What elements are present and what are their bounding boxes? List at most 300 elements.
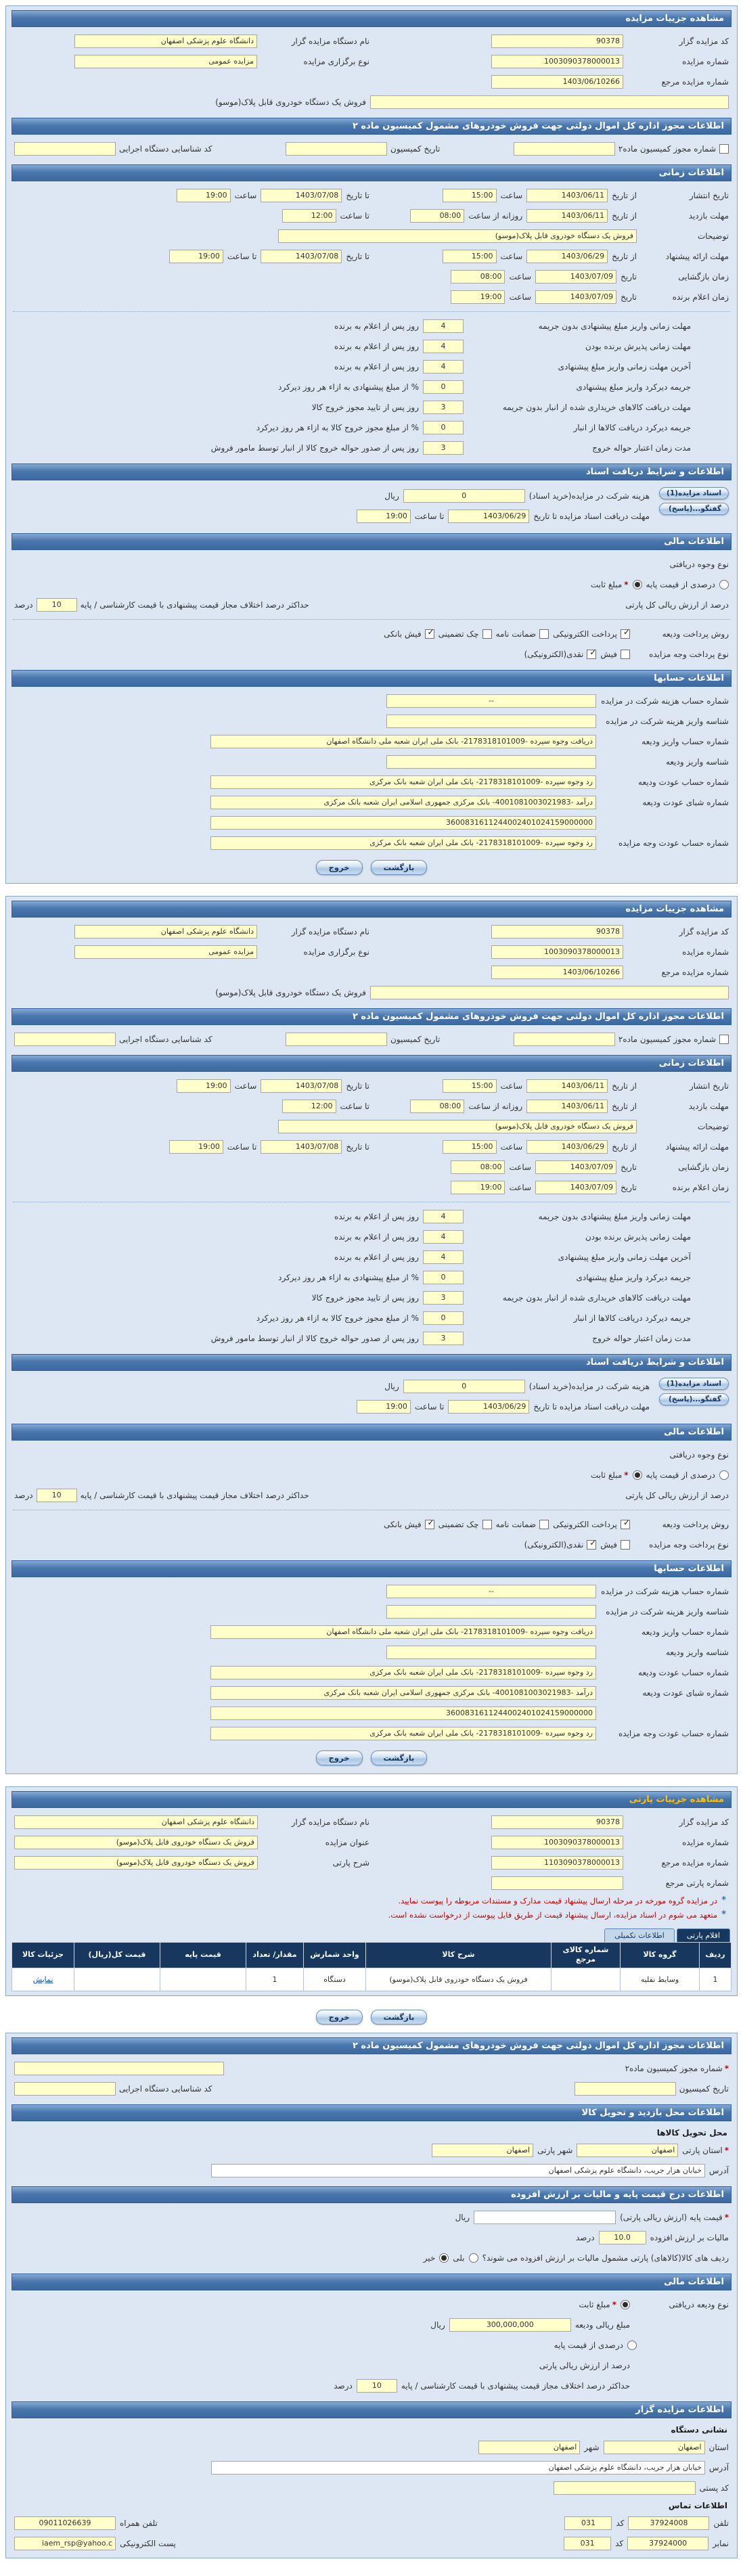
auction-view-header: مشاهده جزییات مزایده — [12, 10, 731, 27]
deposit-type-label: نوع ودیعه دریافتی — [669, 2299, 729, 2309]
percent-of-party-value-label: درصد از ارزش ریالی پارتی — [539, 2360, 630, 2370]
city-label: شهر — [584, 2442, 600, 2452]
auction-title-label: عنوان مزایده — [325, 1838, 369, 1847]
account-row-field[interactable]: -- — [386, 694, 596, 708]
cell-ref-goods-number — [551, 1968, 621, 1991]
auction-ref-label: شماره مزایده مرجع — [661, 77, 729, 87]
max-diff-label: حداکثر درصد اختلاف مجاز قیمت پیشنهادی با قیمت کارشناسی / پایه — [80, 600, 309, 610]
area-code-label: کد — [616, 2518, 625, 2528]
permit-date-field[interactable] — [286, 1033, 387, 1046]
hour-label: ساعت — [500, 191, 523, 200]
max-diff-field[interactable]: 10 — [37, 598, 77, 612]
mobile-field[interactable]: 09011026639 — [14, 2516, 116, 2530]
rial-label: ریال — [384, 1382, 399, 1391]
docs-deadline-label: مهلت دریافت اسناد مزایده تا تاریخ — [533, 1402, 650, 1411]
deadline-value-field[interactable]: 3 — [423, 1291, 464, 1305]
fixed-amount-radio[interactable] — [633, 1470, 642, 1480]
cash-electronic-label: نقدی(الکترونیکی) — [524, 1540, 584, 1550]
cell-base-price — [160, 1968, 246, 1991]
winner-time-field[interactable]: 19:00 — [451, 290, 505, 304]
hour-label: ساعت — [509, 1162, 532, 1172]
percent-of-base-radio[interactable] — [719, 580, 729, 589]
tab-additional-info[interactable]: اطلاعات تکمیلی — [604, 1928, 675, 1942]
max-diff-field[interactable]: 10 — [357, 2379, 397, 2393]
auction-details-panel — [5, 896, 738, 1774]
auction-ref-field[interactable]: 1403/06/10266 — [491, 75, 623, 89]
electronic-payment-checkbox[interactable] — [621, 629, 630, 639]
deadline-value-field[interactable]: 4 — [423, 319, 464, 333]
max-diff-label: حداکثر درصد اختلاف مجاز قیمت پیشنهادی با قیمت کارشناسی / پایه — [80, 1491, 309, 1500]
exit-button[interactable]: خروج — [316, 2010, 363, 2025]
bank-receipt-checkbox[interactable] — [425, 1520, 434, 1529]
account-row-field[interactable]: رد وجوه سپرده -2178318101009- بانک ملی ایران شعبه بانک مرکزی — [210, 1666, 596, 1679]
offer-from-time-field[interactable]: 15:00 — [443, 1140, 497, 1154]
deadline-label: جریمه دیرکرد دریافت کالاها از انبار — [573, 1313, 691, 1323]
col-total-price: قیمت کل(ریال) — [74, 1943, 160, 1968]
deadline-value-field[interactable]: 4 — [423, 1210, 464, 1223]
fixed-amount-radio[interactable] — [633, 580, 642, 589]
payment-type-label: نوع پرداخت وجه مزایده — [649, 650, 729, 659]
auction-type-field[interactable]: مزایده عمومی — [74, 55, 257, 68]
visit-from-date-field[interactable]: 1403/06/11 — [526, 209, 608, 223]
vat-field[interactable]: 10.0 — [599, 2231, 646, 2244]
opening-time-field[interactable]: 08:00 — [451, 270, 505, 284]
opening-time-field[interactable]: 08:00 — [451, 1160, 505, 1174]
auction-docs-button[interactable]: اسناد مزایده(1) — [659, 1378, 729, 1390]
deadline-value-field[interactable]: 0 — [423, 380, 464, 394]
org-address-field[interactable]: خیابان هزار جریب، دانشگاه علوم پزشکی اصفهان — [211, 2461, 705, 2475]
col-row-number: ردیف — [700, 1943, 731, 1968]
offer-from-date-field[interactable]: 1403/06/29 — [526, 250, 608, 263]
base-price-field[interactable] — [474, 2211, 616, 2224]
tab-party-items[interactable]: اقلام پارتی — [677, 1928, 730, 1942]
bank-receipt-label: فیش بانکی — [384, 1520, 422, 1529]
funds-type-label: نوع وجوه دریافتی — [669, 560, 729, 569]
docs-deadline-date-field[interactable]: 1403/06/29 — [448, 510, 529, 523]
party-province-field[interactable]: اصفهان — [577, 2144, 678, 2157]
col-goods-details: جزئیات کالا — [12, 1943, 74, 1968]
docs-deadline-date-field[interactable]: 1403/06/29 — [448, 1400, 529, 1414]
party-view-header: مشاهده جزییات پارتی — [12, 1791, 731, 1808]
accounts-header: اطلاعات حسابها — [12, 1560, 731, 1577]
date-label: تاریخ — [621, 292, 637, 302]
device-address-subtitle: نشانی دستگاه — [671, 2424, 727, 2435]
back-button[interactable]: بازگشت — [371, 1750, 428, 1765]
winner-time-field[interactable]: 19:00 — [451, 1181, 505, 1194]
asterisk-icon: * — [721, 1910, 726, 1920]
delivery-address-field[interactable]: خیابان هزار جریب، دانشگاه علوم پزشکی اصفهان — [211, 2164, 705, 2177]
docs-deadline-time-field[interactable]: 19:00 — [357, 510, 411, 523]
offer-to-date-field[interactable]: 1403/07/08 — [261, 250, 342, 263]
party-city-field[interactable]: اصفهان — [432, 2144, 533, 2157]
party-desc-field[interactable]: فروش یک دستگاه خودروی قابل پلاک(موسو) — [14, 1856, 258, 1870]
account-row-field[interactable] — [386, 715, 596, 728]
fish-payment-checkbox[interactable] — [621, 1540, 630, 1550]
deadline-value-field[interactable]: 4 — [423, 1230, 464, 1244]
auction-panel-instance-1 — [5, 5, 738, 884]
to-hour-label: تا ساعت — [340, 211, 369, 221]
max-diff-field[interactable]: 10 — [37, 1489, 77, 1502]
hour-label: ساعت — [234, 191, 257, 200]
permit-checkbox[interactable] — [719, 1035, 729, 1044]
account-row-field[interactable]: رد وجوه سپرده -2178318101009- بانک ملی ایران شعبه بانک مرکزی — [210, 1727, 596, 1740]
deadline-label: جریمه دیرکرد دریافت کالاها از انبار — [573, 423, 691, 432]
account-row-field[interactable]: دریافت وجوه سپرده -2178318101009- بانک ملی ایران شعبه ملی دانشگاه اصفهان — [210, 1625, 596, 1639]
deadline-label: مهلت دریافت کالاهای خریداری شده از انبار بدون جریمه — [502, 403, 691, 412]
cell-goods-description: فروش یک دستگاه خودروی قابل پلاک(موسو) — [366, 1968, 551, 1991]
col-goods-description: شرح کالا — [366, 1943, 551, 1968]
account-row-field[interactable]: درآمد -4001081003021983- بانک مرکزی جمهوری اسلامی ایران شعبه بانک مرکزی — [210, 796, 596, 809]
docs-deadline-time-field[interactable]: 19:00 — [357, 1400, 411, 1414]
notes-label: توضیحات — [697, 1122, 729, 1131]
deadline-suffix: روز پس از صدور حواله خروج کالا از انبار توسط مامور فروش — [210, 443, 419, 453]
publish-from-time-field[interactable]: 15:00 — [443, 1079, 497, 1093]
auction-code-label: کد مزایده گزار — [679, 1817, 729, 1827]
permit-no-field[interactable] — [514, 142, 615, 156]
deadline-label: مهلت زمانی واریز مبلغ پیشنهادی بدون جریمه — [538, 321, 691, 331]
from-date-label: از تاریخ — [612, 252, 637, 261]
docs-header: اطلاعات و شرایط دریافت اسناد — [12, 464, 731, 480]
opening-time-label: زمان بازگشایی — [678, 272, 729, 281]
agency-code-field[interactable] — [14, 2082, 116, 2096]
guarantee-letter-label: ضمانت نامه — [495, 1520, 537, 1529]
deadline-value-field[interactable]: 0 — [423, 1311, 464, 1325]
deadline-value-field[interactable]: 3 — [423, 401, 464, 414]
org-name-field[interactable]: دانشگاه علوم پزشکی اصفهان — [74, 35, 257, 48]
warning-text: در مزایده گروه مورخه در مرحله ارسال پیشنهاد قیمت مدارک و مستندات مربوطه را پیوست نمایید. — [398, 1895, 718, 1905]
visit-end-time-field[interactable]: 12:00 — [282, 209, 336, 223]
account-row-field[interactable] — [386, 755, 596, 769]
party-desc-label: شرح پارتی — [332, 1858, 369, 1868]
percent-word-label: درصد — [334, 2380, 353, 2391]
account-row-field[interactable] — [386, 1646, 596, 1659]
participation-fee-field[interactable]: 0 — [403, 489, 525, 503]
deadline-value-field[interactable]: 4 — [423, 340, 464, 353]
auction-number-label: شماره مزایده — [682, 947, 729, 957]
deadline-value-field[interactable]: 4 — [423, 1250, 464, 1264]
deadline-value-field[interactable]: 0 — [423, 421, 464, 434]
account-row-field[interactable]: رد وجوه سپرده -2178318101009- بانک ملی ایران شعبه بانک مرکزی — [210, 775, 596, 789]
org-name-label: نام دستگاه مزایده گزار — [291, 37, 369, 46]
party-items-table — [12, 1942, 731, 1991]
publish-from-time-field[interactable]: 15:00 — [443, 189, 497, 202]
chat-button[interactable]: گفتگو...(پاسخ) — [659, 1393, 729, 1405]
deposit-method-label: روش پرداخت ودیعه — [662, 629, 729, 639]
org-name-field[interactable]: دانشگاه علوم پزشکی اصفهان — [74, 925, 257, 939]
winner-date-field[interactable]: 1403/07/09 — [535, 290, 616, 304]
iban-field[interactable]: 3600831611244002401024159000000 — [210, 1707, 596, 1720]
deadline-suffix: روز پس از تایید مجوز خروج کالا — [311, 1293, 419, 1303]
vat-question-label: ردیف های کالا(کالاهای) پارتی مشمول مالیات بر ارزش افزوده می شوند؟ — [482, 2253, 729, 2263]
permit-date-label: تاریخ کمیسیون — [679, 2083, 729, 2094]
phone-field[interactable]: 37924008 — [628, 2516, 709, 2530]
auction-code-field[interactable]: 90378 — [491, 925, 623, 939]
account-row-label: شناسه واریز ودیعه — [665, 757, 729, 767]
percent-of-base-radio[interactable] — [719, 1470, 729, 1480]
electronic-payment-checkbox[interactable] — [621, 1520, 630, 1529]
certified-check-checkbox[interactable] — [482, 629, 492, 639]
phone-label: تلفن — [713, 2518, 729, 2528]
deadline-suffix: روز پس از اعلام به برنده — [334, 1252, 419, 1262]
auction-number-label: شماره مزایده — [682, 57, 729, 66]
account-row-label: شناسه واریز هزینه شرکت در مزایده — [606, 1607, 729, 1617]
auctioneer-info-header: اطلاعات مزایده گزار — [12, 2401, 731, 2418]
deposit-percent-radio[interactable] — [627, 2341, 637, 2350]
to-date-label: تا تاریخ — [346, 252, 369, 261]
percent-of-total-label: درصد از ارزش ریالی کل پارتی — [625, 600, 729, 610]
chat-button[interactable]: گفتگو...(پاسخ) — [659, 503, 729, 515]
date-label: تاریخ — [621, 1183, 637, 1192]
fish-payment-checkbox[interactable] — [621, 650, 630, 659]
max-diff-label: حداکثر درصد اختلاف مجاز قیمت پیشنهادی با قیمت کارشناسی / پایه — [401, 2380, 630, 2391]
hour-label: ساعت — [234, 1081, 257, 1091]
participation-fee-label: هزینه شرکت در مزایده(خرید اسناد) — [528, 1382, 650, 1391]
delivery-location-header: اطلاعات محل بازدید و تحویل کالا — [12, 2104, 731, 2121]
participation-fee-field[interactable]: 0 — [403, 1380, 525, 1393]
publish-to-time-field[interactable]: 19:00 — [177, 1079, 231, 1093]
hour-label: ساعت — [500, 252, 523, 261]
payment-type-label: نوع پرداخت وجه مزایده — [649, 1540, 729, 1550]
account-row-label: شماره حساب واریز ودیعه — [641, 737, 729, 746]
deadline-suffix: روز پس از اعلام به برنده — [334, 362, 419, 371]
notes-field[interactable]: فروش یک دستگاه خودروی قابل پلاک(موسو) — [278, 229, 637, 243]
deadline-label: مهلت زمانی پذیرش برنده بودن — [585, 342, 691, 351]
auction-docs-button[interactable]: اسناد مزایده(1) — [659, 487, 729, 499]
to-date-label: تا تاریخ — [346, 1081, 369, 1091]
offer-from-time-field[interactable]: 15:00 — [443, 250, 497, 263]
deposit-amount-label: مبلغ ریالی ودیعه — [575, 2320, 630, 2330]
cash-electronic-checkbox[interactable] — [587, 1540, 596, 1550]
exit-button[interactable]: خروج — [316, 1750, 363, 1765]
visit-start-time-field[interactable]: 08:00 — [410, 1100, 464, 1113]
deadline-value-field[interactable]: 3 — [423, 1332, 464, 1345]
cash-electronic-label: نقدی(الکترونیکی) — [524, 650, 584, 659]
publish-to-time-field[interactable]: 19:00 — [177, 189, 231, 202]
publish-from-date-field[interactable]: 1403/06/11 — [526, 1079, 608, 1093]
auction-ref-label: شماره مزایده مرجع — [661, 968, 729, 977]
percent-word-label: درصد — [14, 1491, 33, 1500]
deadline-label: آخرین مهلت زمانی واریز مبلغ پیشنهادی — [558, 1252, 691, 1262]
visit-end-time-field[interactable]: 12:00 — [282, 1100, 336, 1113]
warning-text: متعهد می شوم در اسناد مزایده، ارسال پیشنهاد قیمت از طریق فایل پیوست از درخواست نشده است. — [388, 1910, 718, 1920]
rial-label: ریال — [384, 491, 399, 501]
hour-label: ساعت — [509, 292, 532, 302]
deadline-label: آخرین مهلت زمانی واریز مبلغ پیشنهادی — [558, 362, 691, 371]
daily-from-hour-label: روزانه از ساعت — [468, 1102, 523, 1111]
party-edit-panel — [5, 2033, 738, 2558]
fax-code-field[interactable]: 031 — [564, 2537, 611, 2550]
permit-no-field[interactable] — [14, 2062, 224, 2075]
org-name-field[interactable]: دانشگاه علوم پزشکی اصفهان — [14, 1815, 258, 1829]
auction-ref-field[interactable]: 1403/06/10266 — [491, 966, 623, 979]
account-row-label: شناسه واریز ودیعه — [665, 1648, 729, 1657]
deadline-value-field[interactable]: 0 — [423, 1271, 464, 1284]
publish-date-label: تاریخ انتشار — [689, 191, 729, 200]
vat-yes-radio[interactable] — [469, 2253, 478, 2263]
visit-from-date-field[interactable]: 1403/06/11 — [526, 1100, 608, 1113]
visit-start-time-field[interactable]: 08:00 — [410, 209, 464, 223]
auction-number-field[interactable]: 1003090378000013 — [491, 1836, 623, 1849]
rial-label: ریال — [455, 2212, 470, 2222]
account-row-label: شماره حساب عودت ودیعه — [638, 1668, 729, 1677]
vat-no-radio[interactable] — [439, 2253, 449, 2263]
deadline-label: مهلت زمانی واریز مبلغ پیشنهادی بدون جریمه — [538, 1212, 691, 1221]
offer-deadline-label: مهلت ارائه پیشنهاد — [665, 252, 729, 261]
offer-to-time-field[interactable]: 19:00 — [169, 1140, 223, 1154]
publish-to-date-field[interactable]: 1403/07/08 — [261, 1079, 342, 1093]
guarantee-letter-checkbox[interactable] — [539, 629, 549, 639]
guarantee-letter-checkbox[interactable] — [539, 1520, 549, 1529]
back-button[interactable]: بازگشت — [371, 860, 428, 875]
col-count-unit: واحد شمارش — [304, 1943, 366, 1968]
mobile-label: تلفن همراه — [120, 2518, 158, 2528]
publish-from-date-field[interactable]: 1403/06/11 — [526, 189, 608, 202]
auction-code-field[interactable]: 90378 — [491, 1815, 623, 1829]
auction-ref-label: شماره مزایده مرجع — [661, 1858, 729, 1868]
winner-date-field[interactable]: 1403/07/09 — [535, 1181, 616, 1194]
back-button[interactable]: بازگشت — [371, 2010, 428, 2025]
email-field[interactable]: iaem_rsp@yahoo.c — [14, 2537, 116, 2550]
deposit-fixed-radio[interactable] — [621, 2300, 630, 2309]
auction-type-field[interactable]: مزایده عمومی — [74, 945, 257, 959]
date-label: تاریخ — [621, 272, 637, 281]
account-row-label: شماره حساب هزینه شرکت در مزایده — [601, 1587, 729, 1596]
item-details-link[interactable]: نمایش — [32, 1974, 53, 1984]
percent-of-total-label: درصد از ارزش ریالی کل پارتی — [625, 1491, 729, 1500]
deadline-label: مهلت زمانی پذیرش برنده بودن — [585, 1232, 691, 1242]
area-code-label: کد — [615, 2538, 624, 2548]
exit-button[interactable]: خروج — [316, 860, 363, 875]
pricing-header: اطلاعات درج قیمت پایه و مالیات بر ارزش افزوده — [12, 2186, 731, 2203]
permit-no-label: شماره مجوز کمیسیون ماده۲ — [618, 1035, 716, 1044]
province-label: استان — [708, 2442, 729, 2452]
permit-checkbox[interactable] — [719, 144, 729, 154]
funds-type-label: نوع وجوه دریافتی — [669, 1450, 729, 1460]
hour-label: ساعت — [500, 1142, 523, 1152]
postal-code-field[interactable] — [554, 2481, 696, 2495]
opening-date-field[interactable]: 1403/07/09 — [535, 1160, 616, 1174]
auction-number-field[interactable]: 1003090378000013 — [491, 55, 623, 68]
province-field[interactable]: اصفهان — [604, 2441, 705, 2454]
col-base-price: قیمت پایه — [160, 1943, 246, 1968]
deadline-value-field[interactable]: 3 — [423, 441, 464, 455]
from-date-label: از تاریخ — [612, 1081, 637, 1091]
party-ref-field[interactable] — [491, 1876, 623, 1890]
permit-no-field[interactable] — [514, 1033, 615, 1046]
fish-payment-label: فیش — [600, 1540, 617, 1550]
city-field[interactable]: اصفهان — [478, 2441, 580, 2454]
cell-goods-details — [12, 1968, 74, 1991]
notes-field[interactable]: فروش یک دستگاه خودروی قابل پلاک(موسو) — [278, 1120, 637, 1133]
to-date-label: تا تاریخ — [346, 1142, 369, 1152]
auction-number-field[interactable]: 1003090378000013 — [491, 945, 623, 959]
account-row-field[interactable]: دریافت وجوه سپرده -2178318101009- بانک ملی ایران شعبه ملی دانشگاه اصفهان — [210, 735, 596, 748]
electronic-payment-label: پرداخت الکترونیکی — [553, 629, 617, 639]
auction-details-panel — [5, 5, 738, 884]
visit-deadline-label: مهلت بازدید — [688, 211, 729, 221]
hour-label: ساعت — [509, 1183, 532, 1192]
separator — [13, 619, 730, 620]
auction-title-field[interactable] — [370, 95, 729, 109]
auction-title-text: فروش یک دستگاه خودروی قابل پلاک(موسو) — [215, 97, 366, 107]
account-row-label: شناسه واریز هزینه شرکت در مزایده — [606, 717, 729, 726]
account-row-label: شماره شبای عودت ودیعه — [642, 1688, 729, 1698]
fax-field[interactable]: 37924000 — [627, 2537, 708, 2550]
party-city-label: شهر پارتی — [537, 2145, 573, 2155]
deadline-label: جریمه دیرکرد واریز مبلغ پیشنهادی — [576, 382, 691, 392]
to-hour-label: تا ساعت — [414, 512, 445, 521]
bank-receipt-checkbox[interactable] — [425, 629, 434, 639]
publish-to-date-field[interactable]: 1403/07/08 — [261, 189, 342, 202]
financial-header: اطلاعات مالی — [12, 533, 731, 550]
fax-label: نمابر — [713, 2538, 729, 2548]
vat-label: مالیات بر ارزش افزوده — [650, 2232, 729, 2242]
to-date-label: تا تاریخ — [346, 191, 369, 200]
offer-from-date-field[interactable]: 1403/06/29 — [526, 1140, 608, 1154]
certified-check-checkbox[interactable] — [482, 1520, 492, 1529]
opening-date-field[interactable]: 1403/07/09 — [535, 270, 616, 284]
cash-electronic-checkbox[interactable] — [587, 650, 596, 659]
col-ref-goods-number: شماره کالای مرجع — [551, 1943, 621, 1968]
deadline-suffix: روز پس از اعلام به برنده — [334, 1232, 419, 1242]
timing-header: اطلاعات زمانی — [12, 1055, 731, 1072]
address-label: آدرس — [708, 2165, 729, 2175]
fixed-amount-option-label: * مبلغ ثابت — [591, 1470, 629, 1480]
winner-announce-label: زمان اعلام برنده — [672, 1183, 729, 1192]
auction-title-field[interactable] — [370, 986, 729, 999]
auction-ref-field[interactable]: 1103090378000013 — [491, 1856, 623, 1870]
financial-header: اطلاعات مالی — [12, 1424, 731, 1441]
fish-payment-label: فیش — [600, 650, 617, 659]
vat-no-label: خیر — [423, 2253, 436, 2263]
account-row-field[interactable] — [386, 1605, 596, 1619]
offer-to-date-field[interactable]: 1403/07/08 — [261, 1140, 342, 1154]
account-row-field[interactable]: رد وجوه سپرده -2178318101009- بانک ملی ایران شعبه بانک مرکزی — [210, 836, 596, 850]
permit-date-field[interactable] — [286, 142, 387, 156]
account-row-field[interactable]: درآمد -4001081003021983- بانک مرکزی جمهوری اسلامی ایران شعبه بانک مرکزی — [210, 1686, 596, 1700]
attachment-warning-1 — [12, 1893, 731, 1907]
agency-code-field[interactable] — [14, 142, 116, 156]
address-label: آدرس — [708, 2462, 729, 2472]
deadline-value-field[interactable]: 4 — [423, 360, 464, 374]
agency-code-field[interactable] — [14, 1033, 116, 1046]
hour-label: ساعت — [509, 272, 532, 281]
deadline-suffix: % از مبلغ پیشنهادی به ازاء هر روز دیرکرد — [278, 382, 419, 392]
attachment-warning-2 — [12, 1907, 731, 1922]
from-date-label: از تاریخ — [612, 1142, 637, 1152]
auction-code-label: کد مزایده گزار — [679, 37, 729, 46]
offer-to-time-field[interactable]: 19:00 — [169, 250, 223, 263]
bank-receipt-label: فیش بانکی — [384, 629, 422, 639]
account-row-label: شماره حساب عودت وجه مزایده — [618, 838, 729, 848]
account-row-field[interactable]: -- — [386, 1585, 596, 1598]
permit-date-field[interactable] — [575, 2082, 676, 2096]
deposit-amount-field[interactable]: 300,000,000 — [449, 2318, 571, 2332]
iban-field[interactable]: 3600831611244002401024159000000 — [210, 816, 596, 830]
phone-code-field[interactable]: 031 — [564, 2516, 612, 2530]
cell-count-unit: دستگاه — [304, 1968, 366, 1991]
permit-header: اطلاعات مجوز اداره کل اموال دولتی جهت فروش خودروهای مشمول کمیسیون ماده ۲ — [12, 118, 731, 135]
notes-label: توضیحات — [697, 231, 729, 241]
deadline-label: مدت زمان اعتبار حواله خروج — [592, 443, 691, 453]
from-date-label: از تاریخ — [612, 1102, 637, 1111]
auction-code-label: کد مزایده گزار — [679, 927, 729, 936]
auction-title-field[interactable]: فروش یک دستگاه خودروی قابل پلاک(موسو) — [14, 1836, 258, 1849]
deposit-method-label: روش پرداخت ودیعه — [662, 1520, 729, 1529]
agency-code-label: کد شناسایی دستگاه اجرایی — [119, 2083, 212, 2094]
docs-deadline-label: مهلت دریافت اسناد مزایده تا تاریخ — [533, 512, 650, 521]
auction-code-field[interactable]: 90378 — [491, 35, 623, 48]
